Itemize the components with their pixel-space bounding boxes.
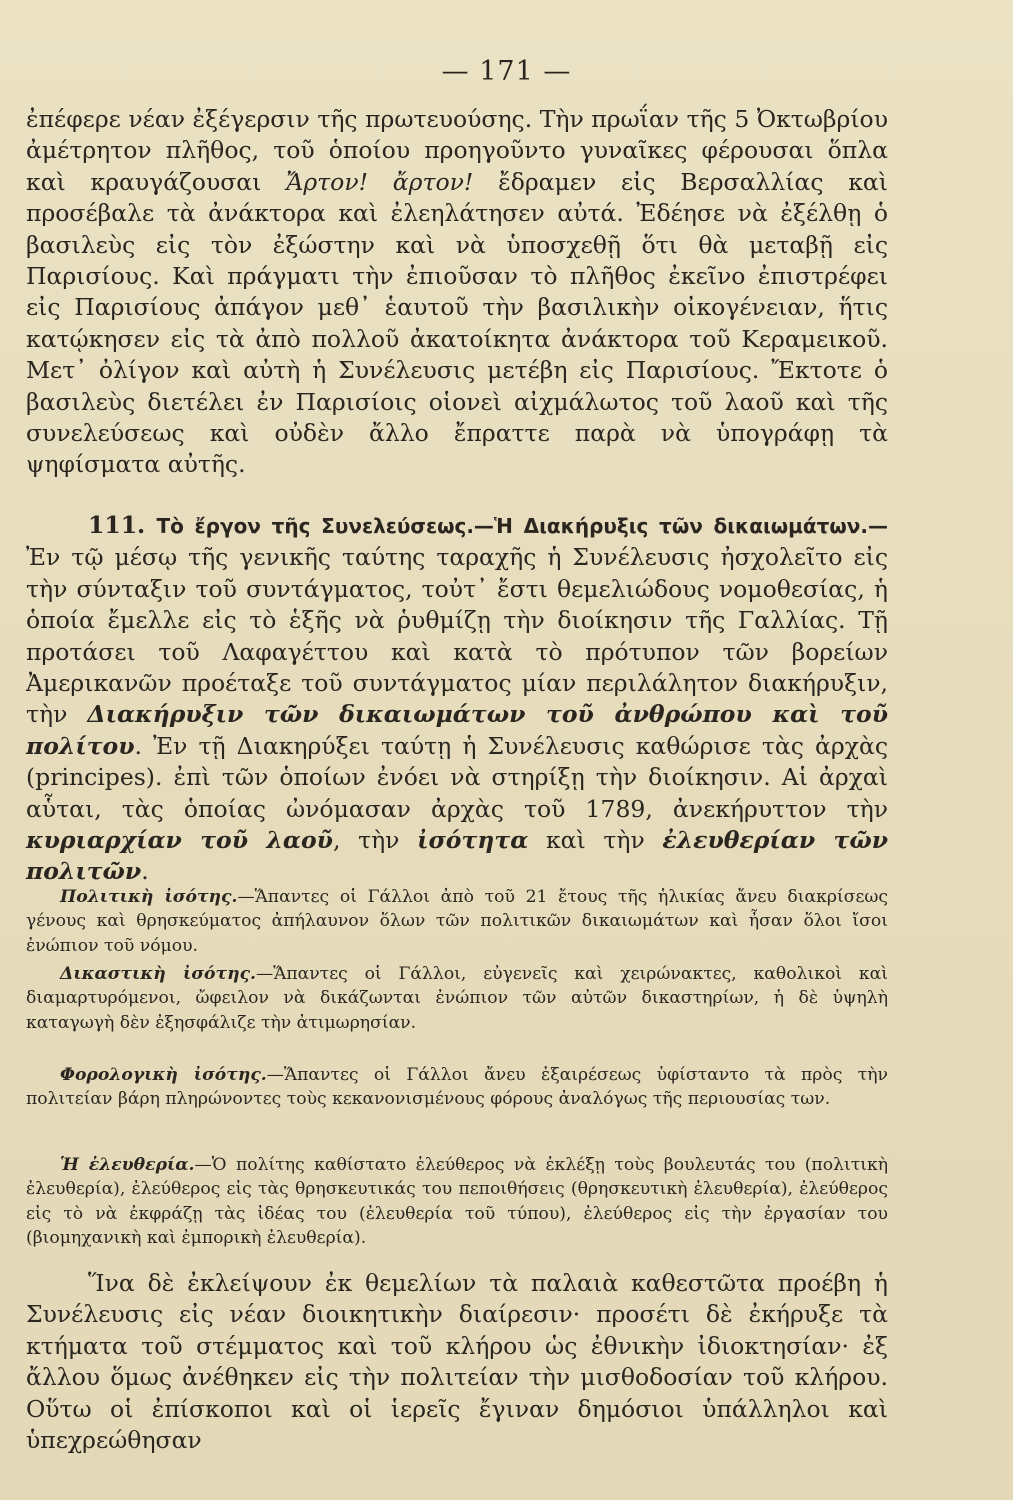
section-111 bbox=[26, 510, 888, 888]
note-text: —Ἅπαντες οἱ Γάλλοι, εὐγενεῖς καὶ χειρώνακτες, καθολικοὶ καὶ διαμαρτυρόμενοι, ὤφειλον νὰ δικάζωνται ἐνώπιον τῶν αὐτῶν δικαστηρίων, ἡ δὲ ὑψηλὴ καταγωγὴ δὲν ἐξησφάλιζε τὴν ἀτιμωρησίαν. bbox=[26, 964, 888, 1033]
paragraph-text: . Ἐν τῇ Διακηρύξει ταύτῃ ἡ Συνέλευσις καθώρισε τὰς ἀρχὰς (principes). ἐπὶ τῶν ὁποίων ἐνόει νὰ στηρίξῃ τὴν διοίκησιν. Αἱ ἀρχαὶ αὗται, τὰς ὁποίας ὠνόμασαν ἀρχὰς τοῦ 1789, ἀνεκήρυττον τὴν bbox=[26, 731, 888, 823]
paragraph-text: καὶ τὴν bbox=[528, 826, 663, 855]
note-term: Πολιτικὴ ἰσότης. bbox=[60, 887, 238, 907]
paragraph-administration bbox=[26, 1268, 888, 1456]
note-term: Δικαστικὴ ἰσότης. bbox=[60, 964, 257, 984]
emphasis-liberty: ἐλευθερίαν τῶν πολιτῶν bbox=[26, 826, 888, 886]
section-heading: Τὸ ἔργον τῆς Συνελεύσεως. bbox=[156, 514, 474, 538]
section-subheading: —Ἡ Διακήρυξις τῶν δικαιωμάτων.— bbox=[473, 514, 888, 538]
shout-text: Ἄρτον! ἄρτον! bbox=[286, 167, 474, 196]
paragraph-text: Ἵνα δὲ ἐκλείψουν ἐκ θεμελίων τὰ παλαιὰ καθεστῶτα προέβη ἡ Συνέλευσις εἰς νέαν διοικητικὴν διαίρεσιν· προσέτι δὲ ἐκήρυξε τὰ κτήματα τοῦ στέμματος καὶ τοῦ κλήρου ὡς ἐθνικὴν ἰδιοκτησίαν· ἐξ ἄλλου ὅμως ἀνέθηκεν εἰς τὴν πολιτείαν τὴν μισθοδοσίαν τοῦ κλήρου. Οὕτω οἱ ἐπίσκοποι καὶ οἱ ἱερεῖς ἔγιναν δημόσιοι ὑπάλληλοι καὶ ὑπεχρεώθησαν bbox=[26, 1269, 888, 1455]
note-liberty bbox=[26, 1153, 888, 1251]
note-term: Ἡ ἐλευθερία. bbox=[60, 1155, 195, 1175]
emphasis-equality: ἰσότητα bbox=[417, 826, 529, 855]
page-number: — 171 — bbox=[441, 56, 572, 87]
note-text: —Ἅπαντες οἱ Γάλλοι ἀπὸ τοῦ 21 ἔτους τῆς ἡλικίας ἄνευ διακρίσεως γένους καὶ θρησκεύματος ἀπήλαυνον ὅλων τῶν πολιτικῶν δικαιωμάτων καὶ ἦσαν ὅλοι ἴσοι ἐνώπιον τοῦ νόμου. bbox=[26, 887, 888, 956]
note-judicial-equality bbox=[26, 962, 888, 1035]
paragraph-text: ἐπέφερε νέαν ἐξέγερσιν τῆς πρωτευούσης. Τὴν πρωΐαν τῆς 5 Ὀκτωβρίου ἀμέτρητον πλῆθος, τοῦ ὁποίου προηγοῦντο γυναῖκες φέρουσαι ὅπλα καὶ κραυγάζουσαι bbox=[26, 105, 888, 196]
note-tax-equality bbox=[26, 1063, 888, 1112]
note-term: Φορολογικὴ ἰσότης. bbox=[60, 1065, 267, 1085]
paragraph-text: Ἐν τῷ μέσῳ τῆς γενικῆς ταύτης ταραχῆς ἡ Συνέλευσις ἠσχολεῖτο εἰς τὴν σύνταξιν τοῦ συντάγματος, τοὐτ᾿ ἔστι θεμελιώδους νομοθεσίας, ἡ ὁποία ἔμελλε εἰς τὸ ἑξῆς νὰ ῥυθμίζῃ τὴν διοίκησιν τῆς Γαλλίας. Τῇ προτάσει τοῦ Λαφαγέττου καὶ κατὰ τὸ πρότυπον τῶν βορείων Ἀμερικανῶν προέταξε τοῦ συντάγματος μίαν περιλάλητον διακήρυξιν, τὴν bbox=[26, 543, 888, 729]
paragraph-text: , τὴν bbox=[332, 826, 418, 855]
note-text: —Ὁ πολίτης καθίστατο ἐλεύθερος νὰ ἐκλέξῃ τοὺς βουλευτάς του (πολιτικὴ ἐλευθερία), ἐλεύθερος εἰς τὰς θρησκευτικάς του πεποιθήσεις (θρησκευτικὴ ἐλευθερία), ἐλεύθερος εἰς τὸ νὰ ἐκφράζῃ τὰς ἰδέας του (ἐλευθερία τοῦ τύπου), ἐλεύθερος εἰς τὴν ἐργασίαν του (βιομηχανικὴ καὶ ἐμπορικὴ ἐλευθερία). bbox=[26, 1155, 888, 1249]
note-political-equality bbox=[26, 885, 888, 958]
section-number: 111. bbox=[88, 511, 146, 539]
paragraph-versailles bbox=[26, 104, 888, 481]
declaration-title: Διακήρυξιν τῶν δικαιωμάτων τοῦ ἀνθρώπου καὶ τοῦ πολίτου bbox=[26, 700, 888, 760]
paragraph-text: ἔδραμεν εἰς Βερσαλλίας καὶ προσέβαλε τὰ ἀνάκτορα καὶ ἐλεηλάτησεν αὐτά. Ἐδέησε νὰ ἐξέλθῃ ὁ βασιλεὺς εἰς τὸν ἐξώστην καὶ νὰ ὑποσχεθῇ ὅτι θὰ μεταβῇ εἰς Παρισίους. Καὶ πράγματι τὴν ἐπιοῦσαν τὸ πλῆθος ἐκεῖνο ἐπιστρέφει εἰς Παρισίους ἀπάγον μεθ᾿ ἑαυτοῦ τὴν βασιλικὴν οἰκογένειαν, ἥτις κατῴκησεν εἰς τὰ ἀπὸ πολλοῦ ἀκατοίκητα ἀνάκτορα τοῦ Κεραμεικοῦ. Μετ᾿ ὀλίγον καὶ αὐτὴ ἡ Συνέλευσις μετέβη εἰς Παρισίους. Ἔκτοτε ὁ βασιλεὺς διετέλει ἐν Παρισίοις οἱονεὶ αἰχμάλωτος τοῦ λαοῦ καὶ τῆς συνελεύσεως καὶ οὐδὲν ἄλλο ἔπραττε παρὰ νὰ ὑπογράφῃ τὰ ψηφίσματα αὐτῆς. bbox=[26, 167, 888, 479]
paragraph-text: . bbox=[141, 857, 149, 886]
note-text: —Ἅπαντες οἱ Γάλλοι ἄνευ ἐξαιρέσεως ὑφίσταντο τὰ πρὸς τὴν πολιτείαν βάρη πληρώνοντες τοὺς κεκανονισμένους φόρους ἀναλόγως τῆς περιουσίας των. bbox=[26, 1065, 888, 1110]
emphasis-sovereignty: κυριαρχίαν τοῦ λαοῦ bbox=[26, 826, 333, 855]
